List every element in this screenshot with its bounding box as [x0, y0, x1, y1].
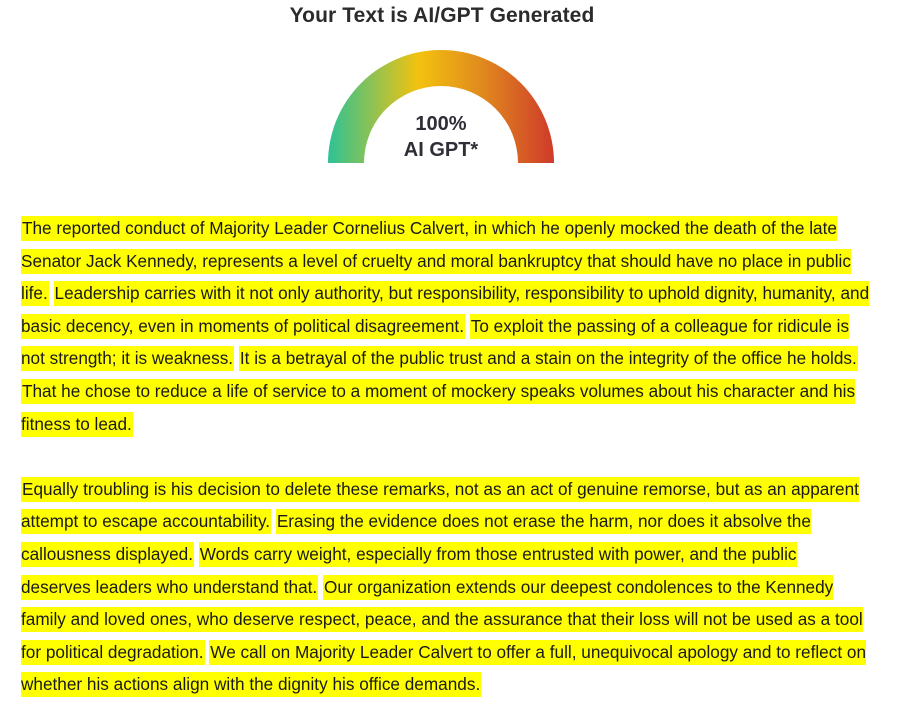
ai-score-gauge [328, 50, 554, 163]
highlighted-sentence: The reported conduct of Majority Leader Cornelius Calvert, in which he openly mocked the death of the late Senator Jack Kennedy, represents a level of cruelty and moral bankruptcy that should have no place in public life. [21, 216, 851, 306]
highlighted-sentence: Equally troubling is his decision to delete these remarks, not as an act of genuine remorse, but as an apparent attempt to escape accountability. [21, 477, 859, 535]
paragraph-2 [21, 473, 871, 701]
highlighted-sentence: To exploit the passing of a colleague for ridicule is not strength; it is weakness. [21, 314, 849, 372]
paragraph-1 [21, 212, 871, 440]
result-title: Your Text is AI/GPT Generated [289, 4, 595, 27]
highlighted-sentence: Words carry weight, especially from those entrusted with power, and the public deserves leaders who understand that. [21, 542, 797, 600]
gauge-percent-label: 100% [415, 113, 467, 135]
highlighted-sentence: It is a betrayal of the public trust and a stain on the integrity of the office he holds. [239, 346, 858, 371]
highlighted-sentence: We call on Majority Leader Calvert to offer a full, unequivocal apology and to reflect on whether his actions align with the dignity his office demands. [21, 640, 866, 698]
analyzed-text [21, 212, 871, 701]
highlighted-sentence: Erasing the evidence does not erase the harm, nor does it absolve the callousness displayed. [21, 509, 811, 567]
highlighted-sentence: Our organization extends our deepest condolences to the Kennedy family and loved ones, who deserve respect, peace, and the assurance that their loss will not be used as a tool for political degradation. [21, 575, 863, 665]
highlighted-sentence: Leadership carries with it not only authority, but responsibility, responsibility to uphold dignity, humanity, and basic decency, even in moments of political disagreement. [21, 281, 869, 339]
highlighted-sentence: That he chose to reduce a life of service to a moment of mockery speaks volumes about his character and his fitness to lead. [21, 379, 855, 437]
gauge-caption: AI GPT* [403, 139, 479, 161]
